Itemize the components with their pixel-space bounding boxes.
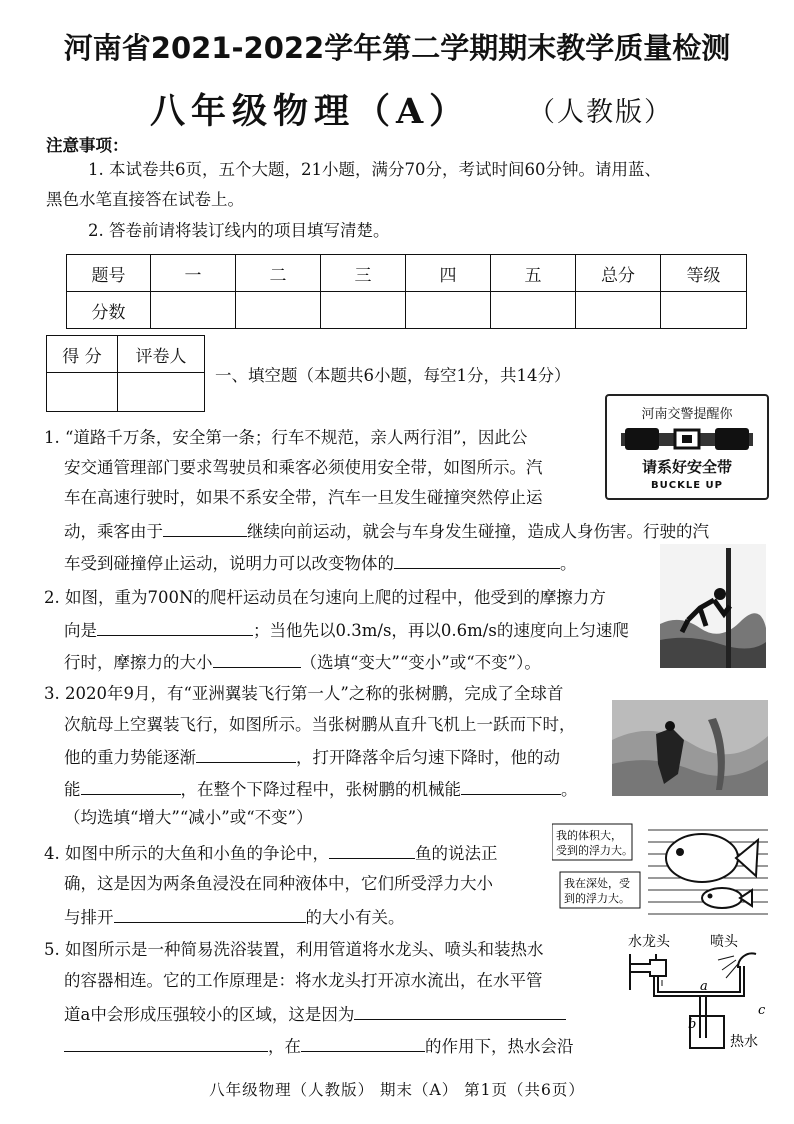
q1-line3: 车在高速行驶时，如果不系安全带，汽车一旦发生碰撞突然停止运	[64, 488, 543, 507]
sign-en-text: BUCKLE UP	[651, 480, 723, 491]
score-row-label: 分数	[67, 292, 151, 329]
q4-line1	[44, 842, 498, 864]
score-cell	[321, 292, 406, 329]
q3-line2: 次航母上空翼装飞行，如图所示。当张树鹏从直升飞机上一跃而下时，	[64, 715, 576, 734]
q5-line3	[64, 1003, 566, 1025]
q3-line4-c: 。	[561, 780, 578, 799]
label-b: b	[688, 1017, 697, 1032]
q1-line4-a: 动，乘客由于	[64, 522, 163, 541]
score-cell	[236, 292, 321, 329]
grader-table	[46, 335, 205, 412]
label-a: a	[700, 979, 708, 994]
score-header-cell: 一	[151, 255, 236, 292]
q2-blank1[interactable]	[97, 619, 253, 636]
score-table	[66, 254, 747, 329]
grader-name-cell	[118, 373, 205, 412]
notes-line2: 2. 答卷前请将装订线内的项目填写清楚。	[88, 221, 390, 240]
score-header-cell: 二	[236, 255, 321, 292]
q5-blank1[interactable]	[354, 1003, 566, 1020]
q3-line1: 3. 2020年9月，有“亚洲翼装飞行第一人”之称的张树鹏，完成了全球首	[44, 684, 564, 703]
q5-line2: 的容器相连。它的工作原理是：将水龙头打开凉水流出，在水平管	[64, 971, 543, 990]
q2-line3-a: 行时，摩擦力的大小	[64, 653, 213, 672]
buckle-icon	[607, 424, 767, 454]
q1-line5	[64, 552, 577, 574]
score-cell	[576, 292, 661, 329]
score-header-cell: 题号	[67, 255, 151, 292]
score-cell	[661, 292, 747, 329]
pole-climber-image	[660, 544, 766, 668]
grader-score-label: 得 分	[47, 336, 118, 373]
q3-line4-a: 能	[64, 780, 81, 799]
q3-line5: （均选填“增大”“减小”或“不变”）	[64, 808, 313, 827]
score-cell	[151, 292, 236, 329]
sign-top-text: 河南交警提醒你	[641, 407, 733, 422]
q4-line2: 确，这是因为两条鱼浸没在同种液体中，它们所受浮力大小	[64, 874, 493, 893]
q2-line3-b: （选填“变大”“变小”或“不变”）。	[300, 653, 541, 672]
exam-subtitle: 八年级物理（A）	[150, 91, 471, 132]
exam-title: 河南省2021-2022学年第二学期期末教学质量检测	[63, 31, 731, 65]
bubble-small-fish-line1: 我在深处，受	[564, 877, 630, 890]
q5-line1: 5. 如图所示是一种简易洗浴装置，利用管道将水龙头、喷头和装热水	[44, 940, 544, 959]
score-header-cell: 五	[491, 255, 576, 292]
q5-line4-b: 的作用下，热水会沿	[425, 1037, 574, 1056]
grader-name-label: 评卷人	[118, 336, 205, 373]
notes-line1: 1. 本试卷共6页，五个大题，21小题，满分70分，考试时间60分钟。请用蓝、	[88, 160, 661, 179]
bubble-big-fish-line1: 我的体积大，	[556, 829, 622, 842]
q3-line4-b: ，在整个下降过程中，张树鹏的机械能	[180, 780, 461, 799]
q3-blank2[interactable]	[81, 778, 181, 795]
sign-main-text: 请系好安全带	[641, 458, 732, 476]
q1-line4-b: 继续向前运动，就会与车身发生碰撞，造成人身伤害。行驶的汽	[247, 522, 709, 541]
q1-blank2[interactable]	[394, 552, 560, 569]
q5-line4-a: ，在	[268, 1037, 301, 1056]
q4-line3-a: 与排开	[64, 908, 114, 927]
score-cell	[491, 292, 576, 329]
q5-blank2[interactable]	[64, 1035, 268, 1052]
label-shower: 喷头	[710, 934, 738, 950]
q2-line1: 2. 如图，重为700N的爬杆运动员在匀速向上爬的过程中，他受到的摩擦力方	[44, 588, 606, 607]
exam-edition: （人教版）	[528, 97, 673, 128]
score-header-cell: 四	[406, 255, 491, 292]
seatbelt-sign	[605, 394, 769, 500]
q1-line1: 1. “道路千万条，安全第一条；行车不规范，亲人两行泪”，因此公	[44, 428, 528, 447]
q2-line2	[64, 619, 629, 641]
q3-blank1[interactable]	[196, 746, 296, 763]
q5-blank3[interactable]	[301, 1035, 425, 1052]
q4-line1-b: 鱼的说法正	[415, 844, 498, 863]
wingsuit-image	[612, 700, 768, 796]
q5-line4	[64, 1035, 574, 1057]
label-hot-water: 热水	[730, 1034, 758, 1050]
bubble-small-fish-line2: 到的浮力大。	[564, 892, 630, 905]
q4-line1-a: 4. 如图中所示的大鱼和小鱼的争论中，	[44, 844, 329, 863]
q4-line3	[64, 906, 405, 928]
q1-line5-a: 车受到碰撞停止运动，说明力可以改变物体的	[64, 554, 394, 573]
notes-line1b: 黑色水笔直接答在试卷上。	[46, 190, 244, 209]
score-header-cell: 等级	[661, 255, 747, 292]
q1-line5-b: 。	[560, 554, 577, 573]
label-tap: 水龙头	[628, 934, 670, 950]
q5-line3-a: 道a中会形成压强较小的区域，这是因为	[64, 1005, 355, 1024]
q2-line2-a: 向是	[64, 621, 97, 640]
notes-heading: 注意事项：	[46, 136, 129, 155]
score-header-cell: 总分	[576, 255, 661, 292]
q3-line3-b: ，打开降落伞后匀速下降时，他的动	[296, 748, 560, 767]
page-footer: 八年级物理（人教版） 期末（A） 第1页（共6页）	[209, 1081, 585, 1099]
score-header-cell: 三	[321, 255, 406, 292]
q1-line2: 安交通管理部门要求驾驶员和乘客必须使用安全带，如图所示。汽	[64, 458, 543, 477]
q4-line3-b: 的大小有关。	[305, 908, 405, 927]
q3-line3-a: 他的重力势能逐渐	[64, 748, 196, 767]
q4-blank1[interactable]	[329, 842, 415, 859]
q2-blank2[interactable]	[213, 651, 301, 668]
bubble-big-fish-line2: 受到的浮力大。	[556, 844, 633, 857]
q2-line2-b: ；当他先以0.3m/s，再以0.6m/s的速度向上匀速爬	[253, 621, 629, 640]
fish-diagram	[552, 822, 770, 926]
label-c: c	[758, 1003, 766, 1018]
q1-blank1[interactable]	[163, 520, 247, 537]
section1-heading: 一、填空题（本题共6小题，每空1分，共14分）	[215, 366, 571, 385]
q1-line4	[64, 520, 709, 542]
grader-score-cell	[47, 373, 118, 412]
shower-diagram	[626, 930, 772, 1060]
score-cell	[406, 292, 491, 329]
q3-blank3[interactable]	[461, 778, 561, 795]
q2-line3	[64, 651, 541, 673]
q4-blank2[interactable]	[114, 906, 306, 923]
q3-line4	[64, 778, 578, 800]
q3-line3	[64, 746, 560, 768]
